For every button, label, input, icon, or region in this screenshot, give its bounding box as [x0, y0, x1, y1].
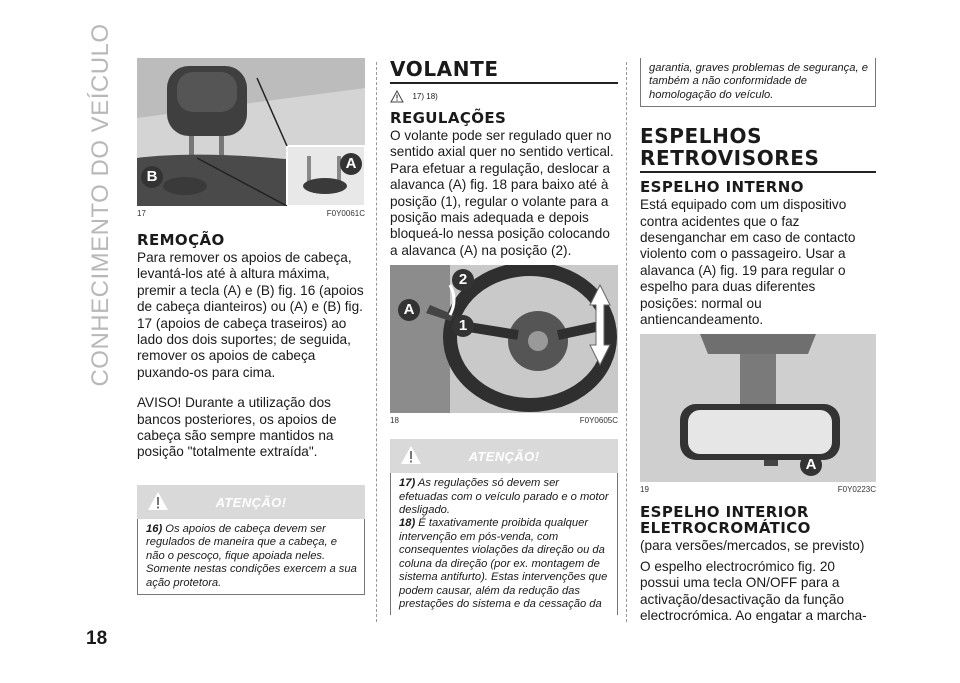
figure-17 — [137, 58, 365, 206]
warning-references: 17) 18) — [412, 92, 438, 102]
figure-19-caption — [640, 485, 876, 494]
warning-ref: 16) — [146, 522, 163, 535]
warning-header — [137, 485, 365, 519]
warning-box-17-18 — [390, 439, 618, 615]
column-2 — [390, 58, 618, 615]
heading-steering-wheel: VOLANTE — [390, 58, 618, 84]
figure-number: 17 — [137, 209, 146, 218]
figure-18-caption — [390, 416, 618, 425]
label-a: A — [800, 454, 822, 476]
paragraph-electrochromic: O espelho electrocrómico fig. 20 possui uma tecla ON/OFF para a activação/desactivação da função electrocrómica. Ao engatar a marcha- — [640, 558, 867, 624]
warning-triangle-icon — [390, 90, 404, 103]
warning-body: É taxativamente proibida qualquer intervenção em pós-venda, com consequentes violações da direção ou da coluna da direção (por ex. montagem de sistema antifurto). Estas intervenções que podem causar, além da redução das prestações do sistema e da cessação da — [399, 517, 608, 610]
warning-ref: 18) — [399, 517, 416, 530]
paragraph-versions: (para versões/mercados, se previsto) — [640, 538, 865, 554]
label-a: A — [398, 299, 420, 321]
label-a: A — [340, 153, 362, 175]
warning-body: As regulações só devem ser efetuadas com o veículo parado e o motor desligado. — [399, 477, 609, 517]
chapter-side-title: CONHECIMENTO DO VEÍCULO — [87, 23, 114, 387]
figure-code: F0Y0061C — [326, 209, 365, 218]
paragraph-inner-mirror: Está equipado com um dispositivo contra acidentes que o faz desenganchar em caso de contacto violento com o passageiro. Usar a alavanca (A) fig. 19 para regular o espelho para duas diferentes posições: normal ou antiencandeamento. — [640, 197, 856, 328]
page-number: 18 — [86, 628, 108, 649]
warning-text — [390, 473, 618, 615]
label-b: B — [141, 166, 163, 188]
label-1: 1 — [452, 315, 474, 337]
warning-title: ATENÇÃO! — [468, 449, 540, 465]
figure-code: F0Y0223C — [837, 485, 876, 495]
warning-body: Os apoios de cabeça devem ser regulados de maneira que a cabeça, e não o pescoço, fique apoiada neles. Somente nestas condições exercem a sua ação protetora. — [146, 522, 357, 589]
warning-continuation: garantia, graves problemas de segurança, e também a não conformidade de homologação do veículo. — [640, 58, 876, 107]
heading-removal: REMOÇÃO — [137, 231, 225, 249]
references-row — [390, 88, 618, 106]
warning-header — [390, 439, 618, 473]
paragraph-notice: AVISO! Durante a utilização dos bancos posteriores, os apoios de cabeça são sempre mantidos na posição "totalmente extraída". — [137, 395, 337, 460]
heading-mirrors: ESPELHOS RETROVISORES — [640, 125, 876, 173]
heading-adjustments: REGULAÇÕES — [390, 109, 507, 127]
figure-number: 18 — [390, 416, 399, 426]
rearview-mirror-illustration — [640, 334, 876, 482]
label-2: 2 — [452, 269, 474, 291]
figure-number: 19 — [640, 485, 649, 495]
headrest-illustration — [137, 58, 365, 206]
figure-19 — [640, 334, 876, 482]
warning-box-16 — [137, 485, 365, 595]
column-3 — [640, 58, 876, 629]
column-1 — [137, 58, 365, 595]
figure-18 — [390, 265, 618, 413]
column-divider — [626, 62, 627, 622]
paragraph-adjustments: O volante pode ser regulado quer no sentido axial quer no sentido vertical. Para efetuar a regulação, deslocar a alavanca (A) fig. 18 para baixo até à posição (1), regular o volante para a posição mais adequada e depois bloqueá-lo nessa posição colocando a alavanca (A) na posição (2). — [390, 128, 614, 258]
heading-inner-mirror: ESPELHO INTERNO — [640, 178, 804, 197]
heading-electrochromic-mirror: ESPELHO INTERIOR ELETROCROMÁTICO — [640, 503, 811, 538]
paragraph-removal: Para remover os apoios de cabeça, levantá-los até à altura máxima, premir a tecla (A) e (B) fig. 16 (apoios de cabeça dianteiros) ou (A) e (B) fig. 17 (apoios de cabeça traseiros) ao lado dos dois suportes; de seguida, remover os apoios de cabeça puxando-os para cima. — [137, 250, 364, 380]
steering-wheel-illustration — [390, 265, 618, 413]
column-divider — [376, 62, 377, 622]
warning-text — [137, 519, 365, 595]
figure-code: F0Y0605C — [579, 416, 618, 426]
figure-17-caption — [137, 209, 365, 218]
warning-ref: 17) — [399, 477, 416, 490]
warning-title: ATENÇÃO! — [215, 494, 287, 510]
